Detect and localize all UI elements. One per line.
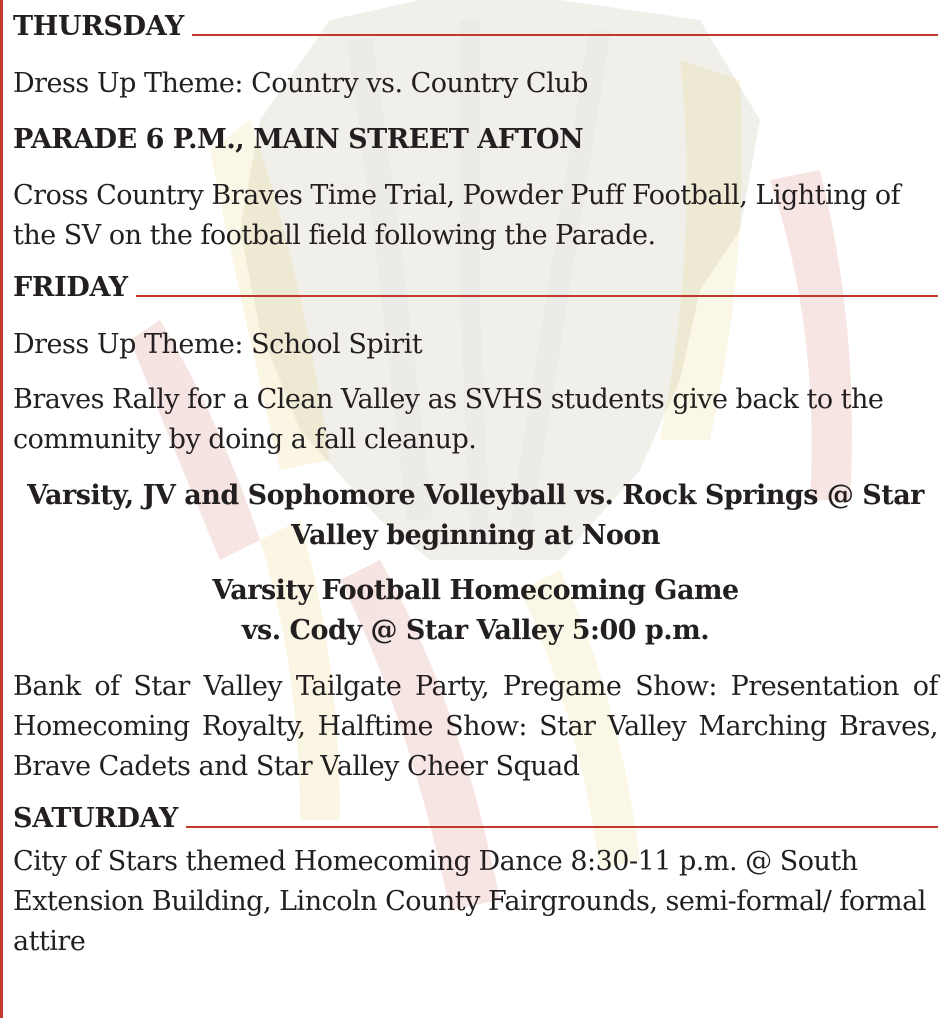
saturday-section — [13, 804, 938, 834]
friday-dress-up-theme: Dress Up Theme: School Spirit — [13, 329, 423, 360]
friday-section — [13, 273, 938, 303]
friday-football-line-2: vs. Cody @ Star Valley 5:00 p.m. — [241, 615, 710, 646]
left-border-rule — [0, 0, 3, 1018]
friday-heading: FRIDAY — [13, 272, 128, 303]
friday-football-line-1: Varsity Football Homecoming Game — [212, 575, 739, 606]
saturday-heading-row — [13, 804, 938, 834]
friday-rally: Braves Rally for a Clean Valley as SVHS students give back to the community by doing a fall cleanup. — [13, 384, 884, 455]
thursday-heading-rule — [192, 34, 938, 36]
friday-volleyball: Varsity, JV and Sophomore Volleyball vs. Rock Springs @ Star Valley beginning at Noon — [27, 480, 924, 551]
friday-tailgate: Bank of Star Valley Tailgate Party, Pregame Show: Presentation of Homecoming Royalty, Halftime Show: Star Valley Marching Braves, Brave Cadets and Star Valley Cheer Squad — [13, 671, 938, 782]
thursday-dress-up-theme: Dress Up Theme: Country vs. Country Club — [13, 68, 588, 99]
friday-heading-row — [13, 273, 938, 303]
thursday-section — [13, 12, 938, 42]
saturday-heading: SATURDAY — [13, 803, 178, 834]
thursday-events: Cross Country Braves Time Trial, Powder Puff Football, Lighting of the SV on the football field following the Parade. — [13, 180, 901, 251]
thursday-heading-row — [13, 12, 938, 42]
saturday-dance: City of Stars themed Homecoming Dance 8:30-11 p.m. @ South Extension Building, Lincoln County Fairgrounds, semi-formal/ formal attire — [13, 846, 926, 957]
thursday-heading: THURSDAY — [13, 11, 184, 42]
thursday-parade: PARADE 6 P.M., MAIN STREET AFTON — [13, 124, 584, 155]
friday-heading-rule — [136, 295, 938, 297]
saturday-heading-rule — [186, 826, 938, 828]
